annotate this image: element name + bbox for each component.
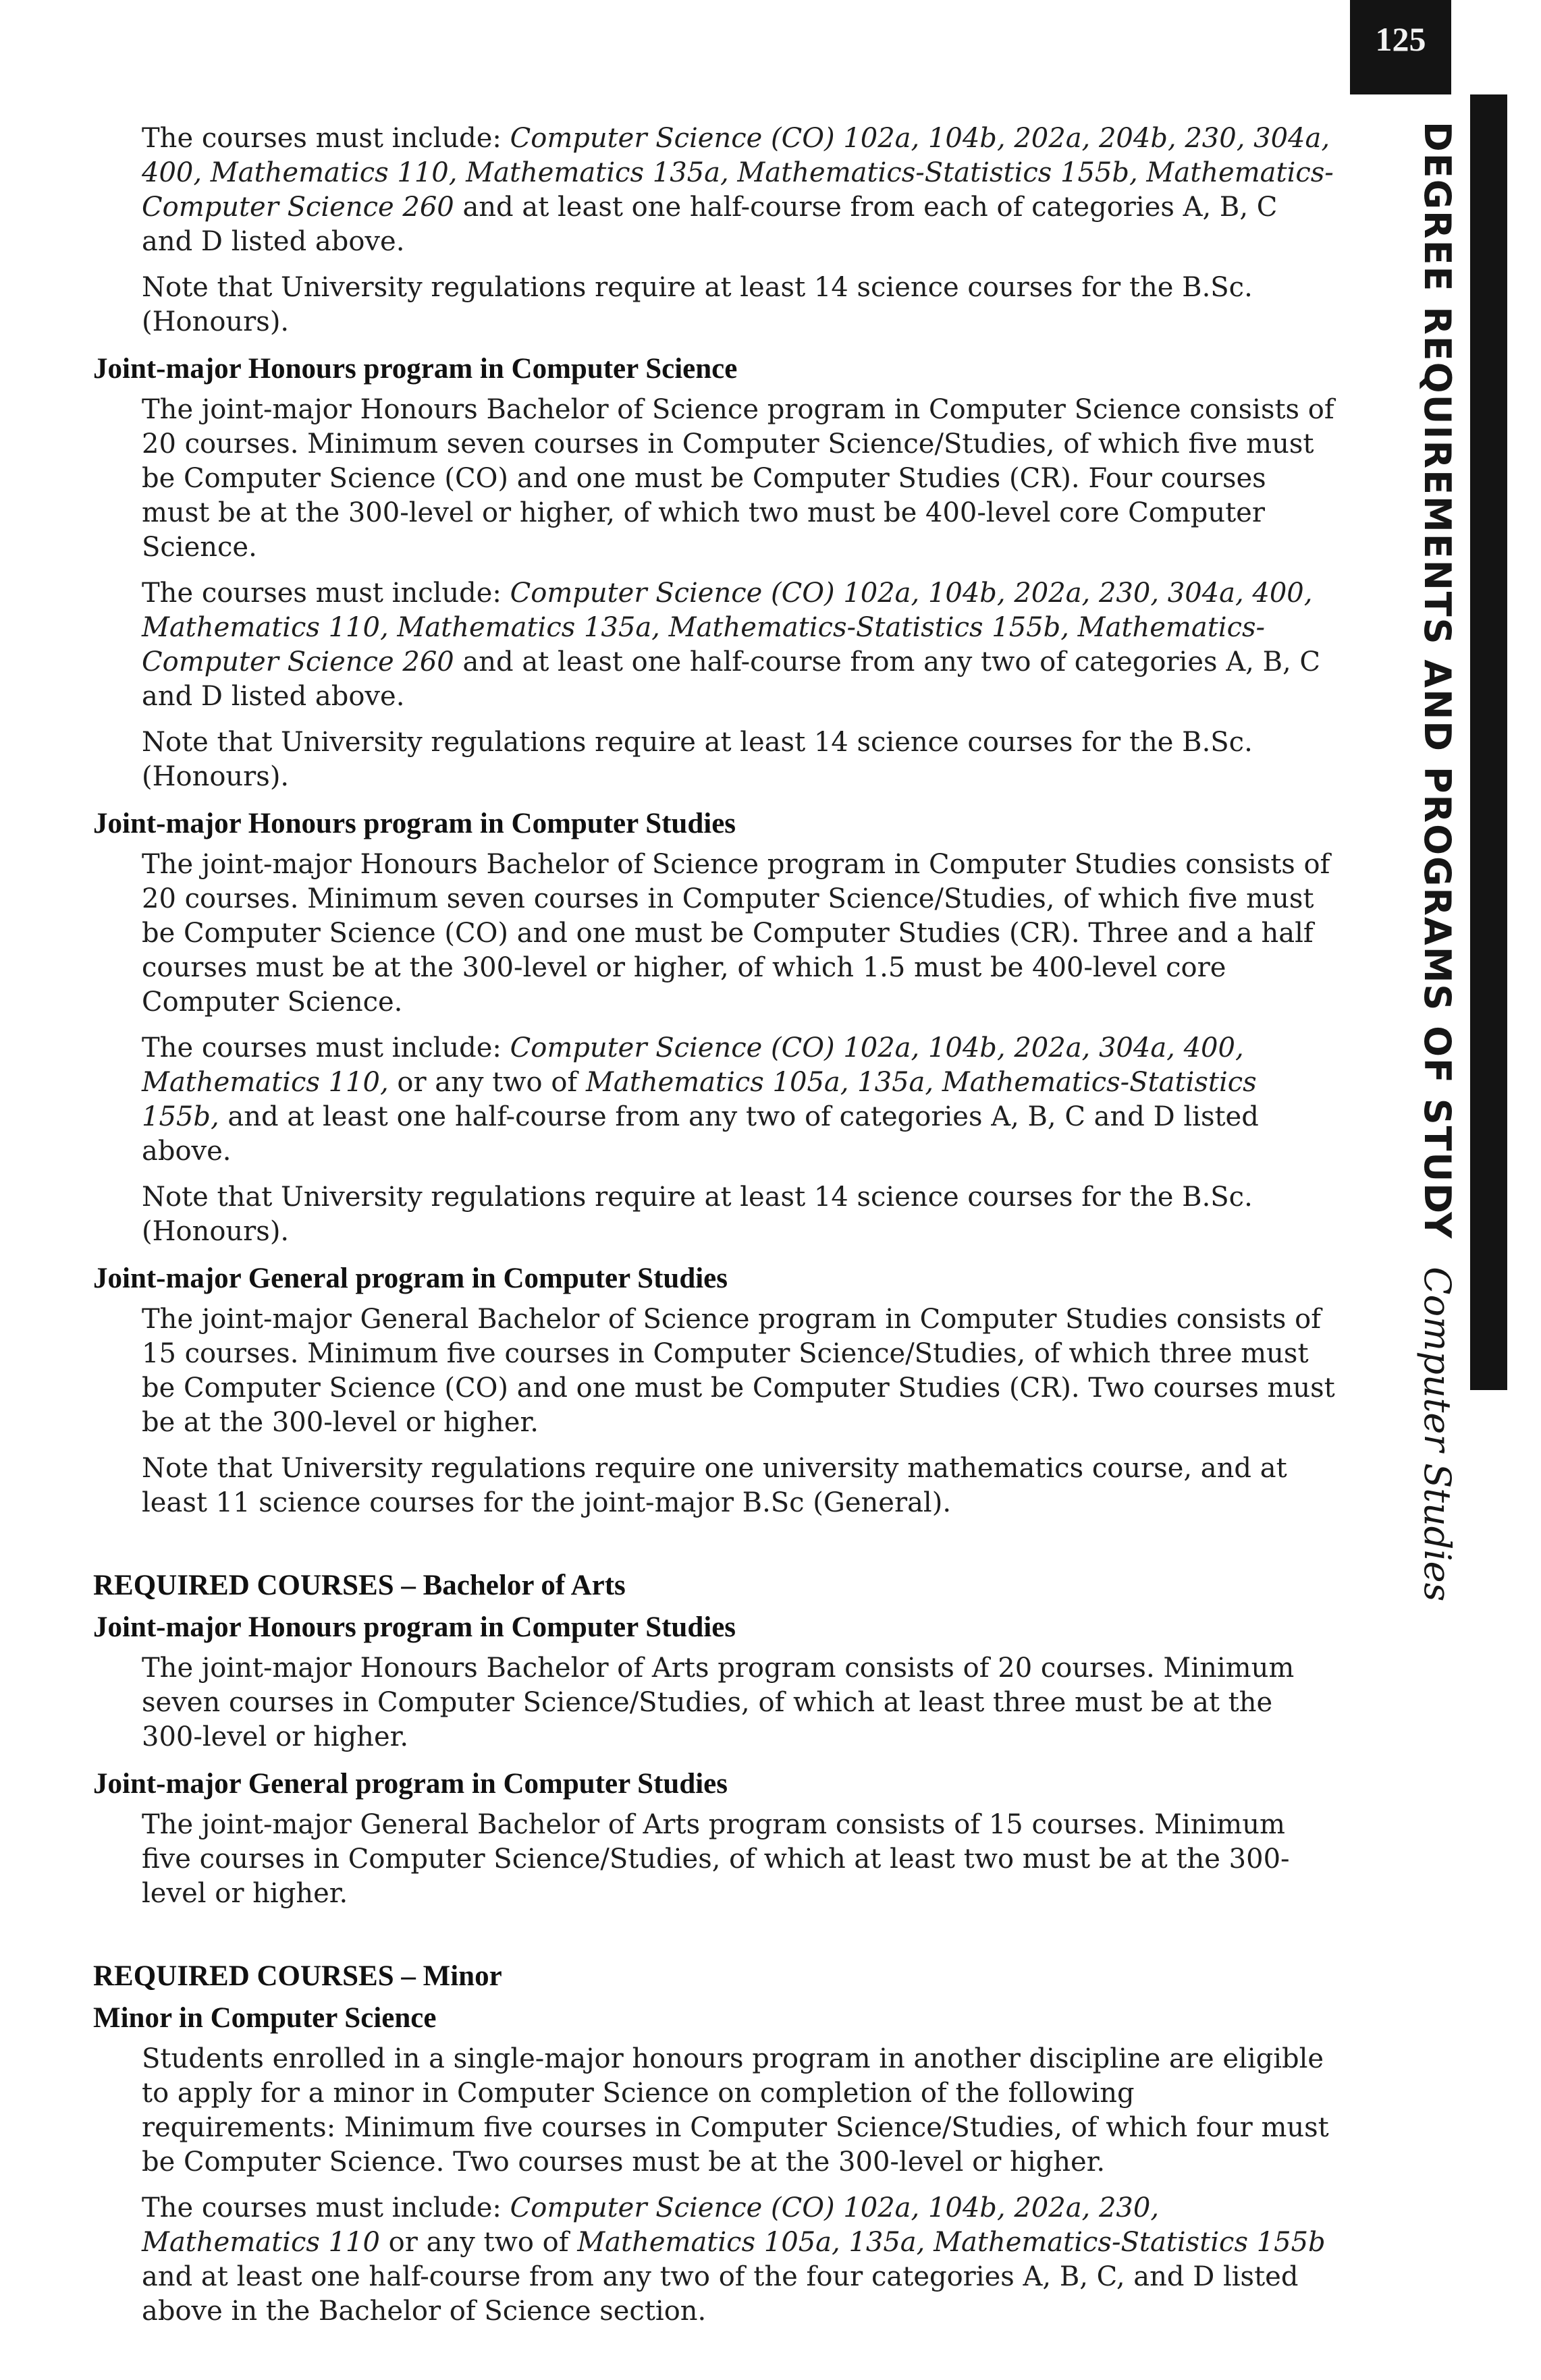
body-paragraph <box>142 725 1335 794</box>
italic-text-run: Computer Science (CO) 102a, 104b, 202a, 230, 304a, 400, Mathematics 110, Mathematics 135a, Mathematics-Statistics 155b, Mathematics-Computer Science 260 <box>142 578 1313 677</box>
page-content <box>93 121 1335 2340</box>
body-paragraph <box>142 848 1335 1020</box>
side-tab-bar <box>1470 94 1507 1390</box>
section-heading: REQUIRED COURSES – Bachelor of Arts <box>93 1570 626 1601</box>
text-run: or any two of <box>388 1067 586 1098</box>
body-paragraph <box>142 2191 1335 2329</box>
program-heading: Joint-major General program in Computer Studies <box>93 1768 728 1800</box>
section-heading: REQUIRED COURSES – Minor <box>93 1960 502 1992</box>
side-tab-label <box>1409 121 1463 1602</box>
side-tab-title: DEGREE REQUIREMENTS AND PROGRAMS OF STUDY <box>1416 121 1459 1240</box>
side-tab-subtitle: Computer Studies <box>1416 1267 1459 1602</box>
text-run: or any two of <box>379 2227 578 2258</box>
body-paragraph <box>142 2042 1335 2180</box>
page-number: 125 <box>1375 20 1426 58</box>
body-paragraph <box>142 1451 1335 1520</box>
text-run: The joint-major Honours Bachelor of Science program in Computer Science consists of 20 courses. Minimum seven courses in Computer Science/Studies, of which five must be Computer Science (CO) and one must be Computer Studies (CR). Four courses must be at the 300-level or higher, of which two must be 400-level core Computer Science. <box>142 394 1334 563</box>
program-heading: Joint-major Honours program in Computer Studies <box>93 1611 736 1643</box>
body-paragraph <box>142 121 1335 259</box>
text-run: Note that University regulations require at least 14 science courses for the B.Sc. (Honours). <box>142 727 1253 792</box>
body-paragraph <box>142 271 1335 339</box>
body-paragraph <box>142 576 1335 714</box>
text-run: Note that University regulations require one university mathematics course, and at least 11 science courses for the joint-major B.Sc (General). <box>142 1453 1287 1518</box>
program-heading: Minor in Computer Science <box>93 2002 437 2034</box>
text-run: The joint-major General Bachelor of Science program in Computer Studies consists of 15 courses. Minimum five courses in Computer Science/Studies, of which three must be Computer Science (CO) and one must be Computer Studies (CR). Two courses must be at the 300-level or higher. <box>142 1304 1335 1438</box>
program-heading: Joint-major General program in Computer Studies <box>93 1263 728 1294</box>
text-run: Students enrolled in a single-major honours program in another discipline are eligible to apply for a minor in Computer Science on completion of the following requirements: Minimum five courses in Computer Science/Studies, of which four must be Computer Science. Two courses must be at the 300-level or higher. <box>142 2043 1329 2178</box>
text-run: The courses must include: <box>142 1032 510 1063</box>
text-run: The joint-major Honours Bachelor of Arts program consists of 20 courses. Minimum seven courses in Computer Science/Studies, of which at least three must be at the 300-level or higher. <box>142 1653 1295 1752</box>
italic-text-run: Computer Science (CO) 102a, 104b, 202a, 304a, 400, Mathematics 110, <box>142 1032 1244 1098</box>
body-paragraph <box>142 1651 1335 1754</box>
page-number-tab <box>1350 0 1451 94</box>
text-run: and at least one half-course from any two of categories A, B, C and D listed above. <box>142 1101 1259 1167</box>
body-paragraph <box>142 1031 1335 1169</box>
body-paragraph <box>142 1180 1335 1249</box>
body-paragraph <box>142 1808 1335 1911</box>
text-run: Note that University regulations require at least 14 science courses for the B.Sc. (Honours). <box>142 272 1253 337</box>
text-run: The joint-major Honours Bachelor of Science program in Computer Studies consists of 20 courses. Minimum seven courses in Computer Science/Studies, of which five must be Computer Science (CO) and one must be Computer Studies (CR). Three and a half courses must be at the 300-level or higher, of which 1.5 must be 400-level core Computer Science. <box>142 849 1330 1018</box>
text-run: and at least one half-course from any two of the four categories A, B, C, and D listed above in the Bachelor of Science section. <box>142 2261 1299 2327</box>
text-run: and at least one half-course from each of categories A, B, C and D listed above. <box>142 192 1278 257</box>
body-paragraph <box>142 1302 1335 1440</box>
text-run: The courses must include: <box>142 578 510 609</box>
italic-text-run: Computer Science (CO) 102a, 104b, 202a, 230, Mathematics 110 <box>142 2192 1160 2258</box>
program-heading: Joint-major Honours program in Computer Studies <box>93 808 736 839</box>
body-paragraph <box>142 393 1335 565</box>
italic-text-run: Computer Science (CO) 102a, 104b, 202a, 204b, 230, 304a, 400, Mathematics 110, Mathematics 135a, Mathematics-Statistics 155b, Mathematics-Computer Science 260 <box>142 123 1334 223</box>
text-run: and at least one half-course from any two of categories A, B, C and D listed above. <box>142 646 1320 712</box>
italic-text-run: Mathematics 105a, 135a, Mathematics-Statistics 155b <box>577 2227 1326 2258</box>
italic-text-run: Mathematics 105a, 135a, Mathematics-Statistics 155b, <box>142 1067 1257 1132</box>
text-run: The courses must include: <box>142 2192 510 2223</box>
text-run: The joint-major General Bachelor of Arts program consists of 15 courses. Minimum five courses in Computer Science/Studies, of which at least two must be at the 300-level or higher. <box>142 1809 1290 1909</box>
text-run: The courses must include: <box>142 123 510 154</box>
program-heading: Joint-major Honours program in Computer Science <box>93 353 738 385</box>
text-run: Note that University regulations require at least 14 science courses for the B.Sc. (Honours). <box>142 1182 1253 1247</box>
